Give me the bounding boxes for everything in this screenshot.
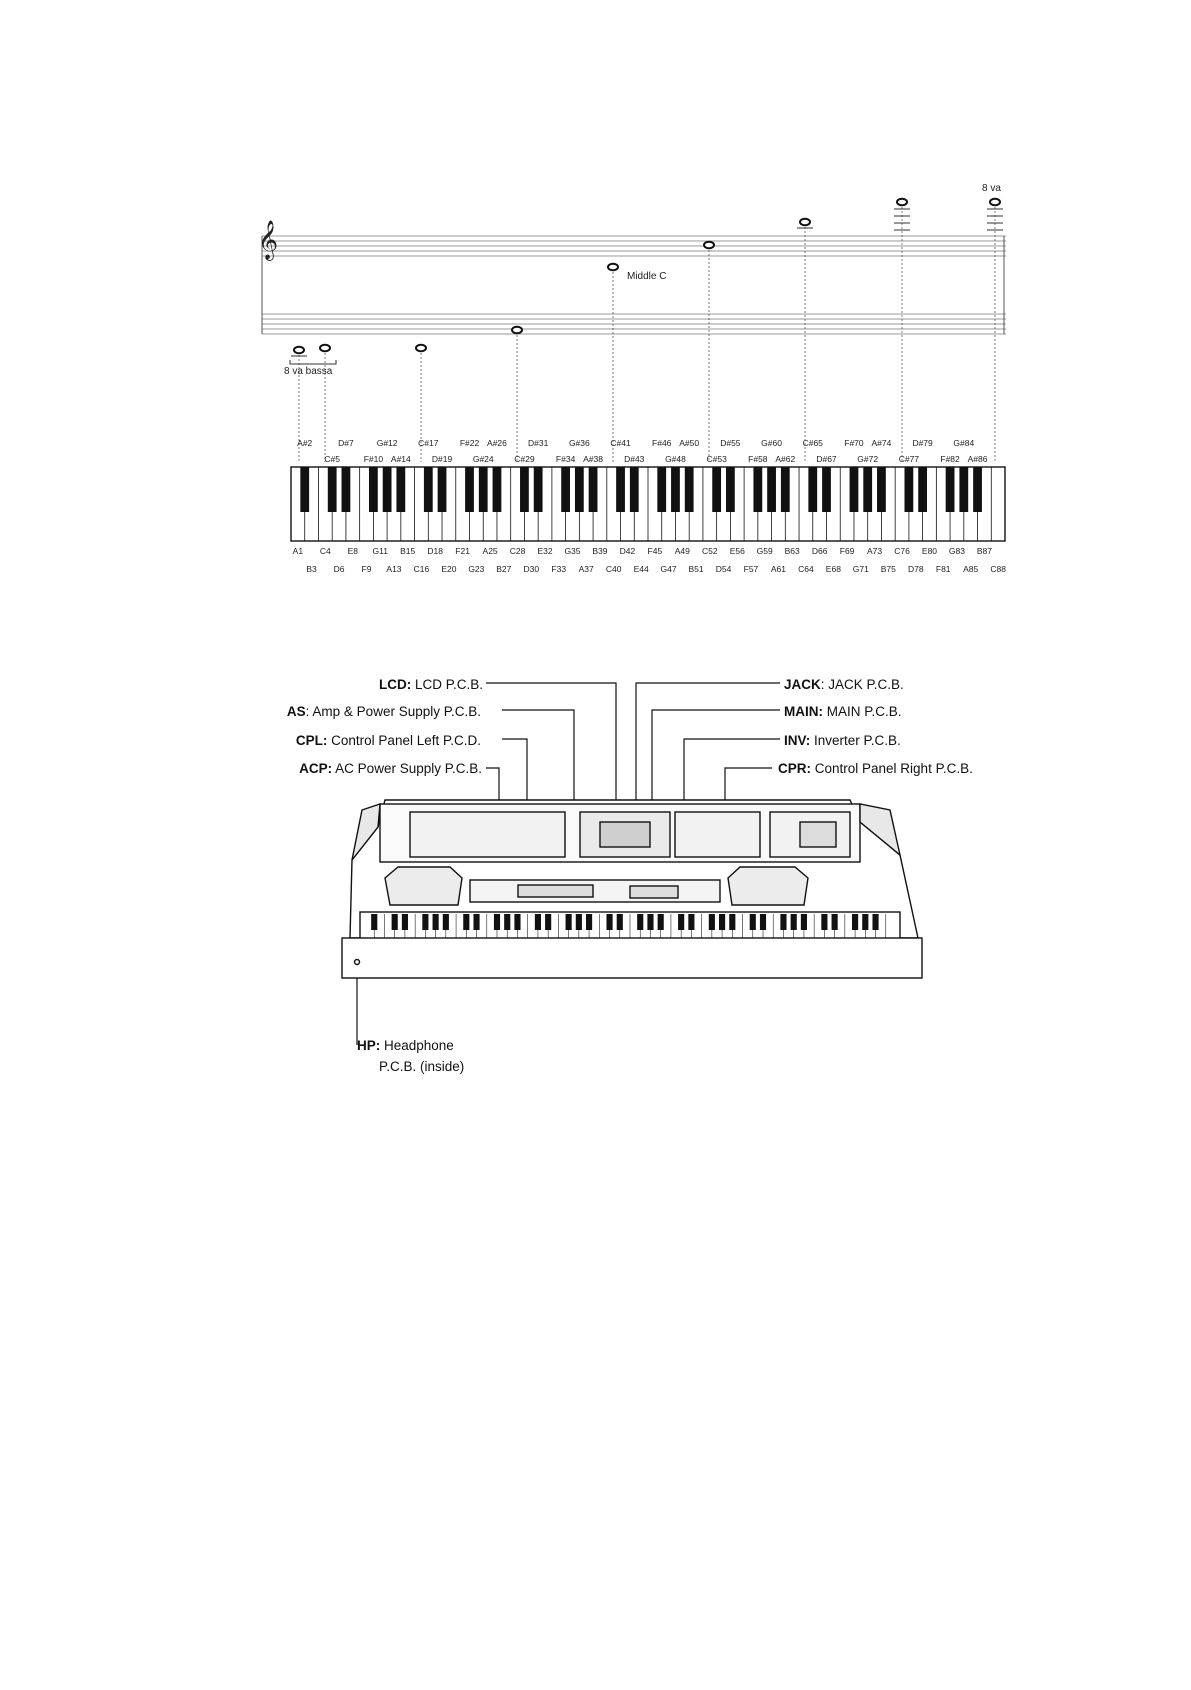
white-key-label: C4 [319, 546, 331, 556]
black-key [973, 467, 982, 512]
note-c64 [800, 219, 810, 226]
black-key-label: C#5 [324, 454, 340, 464]
mini-black-key [545, 914, 551, 930]
black-key-label: A#86 [967, 454, 988, 464]
note-middle-c [608, 264, 618, 271]
black-key-label: G#48 [665, 454, 686, 464]
black-key-label: A#62 [775, 454, 796, 464]
white-key-label: E68 [825, 564, 841, 574]
treble-clef-icon: 𝄞 [258, 221, 279, 259]
black-key-label: C#65 [802, 438, 823, 448]
label-hp-line2: P.C.B. (inside) [379, 1059, 465, 1074]
white-key-label: A1 [292, 546, 304, 556]
black-key [863, 467, 872, 512]
panel-center-board [675, 812, 760, 857]
black-key [396, 467, 405, 512]
mini-black-key [821, 914, 827, 930]
black-key [575, 467, 584, 512]
label-inv: INV: Inverter P.C.B. [784, 733, 901, 748]
white-key-label: B51 [688, 564, 704, 574]
digital-piano-top-view [342, 800, 922, 978]
white-key-label: D42 [619, 546, 636, 556]
black-key [630, 467, 639, 512]
white-key-label: C64 [798, 564, 814, 574]
mini-black-key [750, 914, 756, 930]
black-key [671, 467, 680, 512]
piano-keyboard-88 [291, 467, 1005, 541]
black-key-label: D#19 [431, 454, 453, 464]
mini-black-key [514, 914, 520, 930]
black-key-label: F#70 [844, 438, 864, 448]
label-jack: JACK: JACK P.C.B. [784, 677, 904, 692]
mini-black-key [832, 914, 838, 930]
front-rail [342, 938, 922, 978]
mini-black-key [422, 914, 428, 930]
white-key-label: C52 [701, 546, 718, 556]
black-key-label: C#29 [514, 454, 535, 464]
mini-black-key [576, 914, 582, 930]
black-key [342, 467, 351, 512]
white-key-label: B27 [496, 564, 512, 574]
note-c4 [320, 345, 330, 352]
mini-black-key [494, 914, 500, 930]
mini-black-key [535, 914, 541, 930]
mini-black-key [443, 914, 449, 930]
black-key [877, 467, 886, 512]
white-key-label: F9 [361, 564, 372, 574]
black-key [328, 467, 337, 512]
black-key [300, 467, 309, 512]
mini-black-key [371, 914, 377, 930]
black-key-label: A#26 [487, 438, 507, 448]
white-key-label: B39 [592, 546, 608, 556]
white-key-label: G59 [756, 546, 773, 556]
white-key-label: D18 [427, 546, 443, 556]
black-key [438, 467, 447, 512]
note-c28 [512, 327, 522, 334]
lcd-screen [600, 822, 650, 847]
white-key-label: A85 [963, 564, 979, 574]
black-key [850, 467, 859, 512]
black-key-label: G#24 [472, 454, 494, 464]
black-key-label: C#41 [610, 438, 631, 448]
mini-black-key [780, 914, 786, 930]
black-key-label: G#60 [761, 438, 782, 448]
white-key-label: G83 [948, 546, 965, 556]
black-key-label: A#2 [297, 438, 313, 448]
black-key [712, 467, 721, 512]
pcb-location-diagram [287, 677, 973, 1074]
mini-black-key [760, 914, 766, 930]
white-key-label: E56 [729, 546, 745, 556]
black-key-label: G#72 [857, 454, 879, 464]
black-key [808, 467, 817, 512]
black-key-label: F#46 [652, 438, 672, 448]
white-key-label: E8 [347, 546, 358, 556]
note-c88 [990, 199, 1000, 206]
mini-black-key [791, 914, 797, 930]
mini-black-key [872, 914, 878, 930]
mini-black-key [473, 914, 479, 930]
mini-black-key [606, 914, 612, 930]
black-key-label: C#77 [898, 454, 920, 464]
white-key-label: F57 [743, 564, 759, 574]
black-key [520, 467, 529, 512]
white-key-label: F45 [647, 546, 663, 556]
white-key-label: B75 [880, 564, 896, 574]
white-key-label: A49 [674, 546, 690, 556]
white-key-label: B87 [976, 546, 992, 556]
internal-boards [470, 880, 720, 902]
label-acp: ACP: AC Power Supply P.C.B. [299, 761, 482, 776]
white-key-label: A25 [482, 546, 498, 556]
ottava-top-label: 8 va [982, 183, 1001, 194]
label-lcd: LCD: LCD P.C.B. [378, 677, 483, 692]
white-key-label: F33 [551, 564, 567, 574]
mini-black-key [678, 914, 684, 930]
black-key-label: D#79 [912, 438, 933, 448]
mini-black-key [586, 914, 592, 930]
mini-black-key [637, 914, 643, 930]
white-key-label: G71 [852, 564, 869, 574]
black-key-label: G#84 [953, 438, 975, 448]
black-key-label: A#14 [390, 454, 411, 464]
black-key [616, 467, 625, 512]
black-key-label: G#12 [376, 438, 398, 448]
black-key [383, 467, 392, 512]
black-key [946, 467, 955, 512]
white-key-label: D78 [907, 564, 924, 574]
black-key [534, 467, 543, 512]
black-key [657, 467, 666, 512]
white-key-label: C76 [894, 546, 910, 556]
white-key-label: E80 [921, 546, 938, 556]
label-cpr: CPR: Control Panel Right P.C.B. [778, 761, 973, 776]
headphone-jack-icon [355, 960, 360, 965]
label-cpl: CPL: Control Panel Left P.C.D. [295, 733, 481, 748]
mini-black-key [402, 914, 408, 930]
black-key-label: F#10 [363, 454, 384, 464]
mini-black-key [433, 914, 439, 930]
white-key-label: B15 [400, 546, 416, 556]
white-key-label: G23 [468, 564, 485, 574]
white-key-label: A73 [866, 546, 883, 556]
white-key-label: F81 [935, 564, 951, 574]
panel-right-box [800, 822, 836, 847]
white-key-label: C40 [605, 564, 622, 574]
white-key-label: G11 [372, 546, 388, 556]
mini-black-key [801, 914, 807, 930]
black-key [781, 467, 790, 512]
white-key-label: C16 [413, 564, 430, 574]
white-key-label: C88 [990, 564, 1006, 574]
black-key [767, 467, 776, 512]
black-key-label: C#17 [418, 438, 439, 448]
grand-staff-lines [262, 236, 1006, 334]
black-key [918, 467, 927, 512]
mini-black-key [463, 914, 469, 930]
white-key-label: E20 [441, 564, 457, 574]
keyboard-note-range-diagram [258, 183, 1006, 574]
black-key [753, 467, 762, 512]
black-key [822, 467, 831, 512]
main-board-connector [518, 885, 593, 897]
panel-left-board [410, 812, 565, 857]
ottava-bassa-label: 8 va bassa [284, 366, 333, 377]
white-key-label: D30 [523, 564, 540, 574]
mini-black-key [658, 914, 664, 930]
black-key-label: F#34 [555, 454, 576, 464]
black-key [424, 467, 433, 512]
white-key-label: F69 [839, 546, 855, 556]
black-key-label: F#58 [748, 454, 768, 464]
ottava-bassa-bracket [290, 360, 336, 364]
mini-black-key [862, 914, 868, 930]
mini-black-key [852, 914, 858, 930]
black-key-label: F#82 [940, 454, 960, 464]
white-key-label: A61 [770, 564, 787, 574]
black-key [959, 467, 968, 512]
black-key [493, 467, 502, 512]
white-key-label: E44 [633, 564, 649, 574]
label-as: AS: Amp & Power Supply P.C.B. [286, 704, 481, 719]
black-key-label: D#67 [816, 454, 837, 464]
white-key-label: D6 [333, 564, 345, 574]
black-key-label: G#36 [568, 438, 590, 448]
black-key-label: C#53 [706, 454, 727, 464]
mini-black-key [504, 914, 510, 930]
white-key-label: B3 [306, 564, 317, 574]
white-key-label: D66 [811, 546, 828, 556]
white-key-label: D54 [715, 564, 732, 574]
black-key [685, 467, 694, 512]
black-key [465, 467, 474, 512]
note-c16 [416, 345, 426, 352]
white-key-label: E32 [537, 546, 553, 556]
note-a1-ledger [294, 347, 304, 354]
black-key-label: D#31 [527, 438, 549, 448]
black-key-label: F#22 [459, 438, 480, 448]
black-key [369, 467, 378, 512]
mini-black-key [392, 914, 398, 930]
note-c52 [704, 242, 714, 249]
white-key-label: F21 [455, 546, 470, 556]
mini-black-key [617, 914, 623, 930]
black-key [904, 467, 913, 512]
black-key [479, 467, 488, 512]
white-key-label: C28 [509, 546, 526, 556]
mini-black-key [688, 914, 694, 930]
white-key-label: B63 [784, 546, 800, 556]
middle-c-label: Middle C [627, 271, 667, 282]
speaker-left [385, 867, 462, 905]
black-key-label: D#7 [338, 438, 354, 448]
mini-black-key [647, 914, 653, 930]
black-key-label: A#74 [871, 438, 892, 448]
white-key-label: G47 [660, 564, 677, 574]
mini-black-key [566, 914, 572, 930]
speaker-right [728, 867, 808, 905]
note-leader-lines [299, 207, 995, 462]
note-c76 [897, 199, 907, 206]
mini-black-key [709, 914, 715, 930]
black-key-label: D#55 [720, 438, 741, 448]
white-key-label: G35 [564, 546, 581, 556]
jack-board-connector [630, 886, 678, 898]
black-key-label: A#50 [679, 438, 700, 448]
white-key-label: A37 [578, 564, 594, 574]
black-key-label: D#43 [624, 454, 645, 464]
white-key-label: A13 [386, 564, 402, 574]
black-key-label: A#38 [583, 454, 604, 464]
mini-black-key [719, 914, 725, 930]
label-main: MAIN: MAIN P.C.B. [784, 704, 902, 719]
mini-black-key [729, 914, 735, 930]
label-hp: HP: Headphone [357, 1038, 454, 1053]
black-key [726, 467, 735, 512]
black-key [589, 467, 598, 512]
black-key [561, 467, 570, 512]
